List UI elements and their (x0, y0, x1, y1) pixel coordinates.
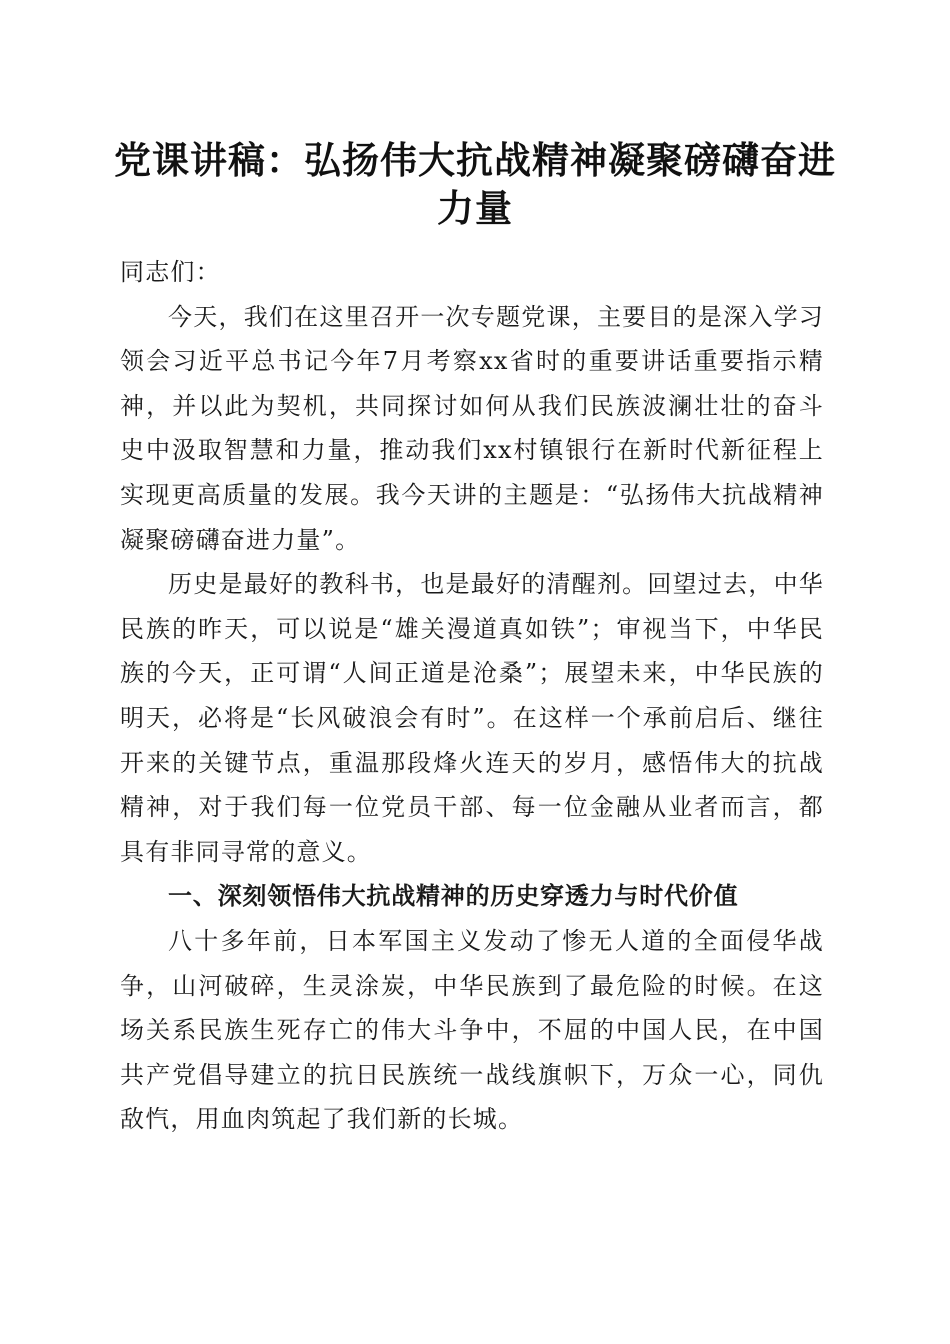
paragraph-history: 历史是最好的教科书，也是最好的清醒剂。回望过去，中华民族的昨天，可以说是“雄关漫道真如铁”；审视当下，中华民族的今天，正可谓“人间正道是沧桑”；展望未来，中华民族的明天，必将是“长风破浪会有时”。在这样一个承前启后、继往开来的关键节点，重温那段烽火连天的岁月，感悟伟大的抗战精神，对于我们每一位党员干部、每一位金融从业者而言，都具有非同寻常的意义。 (120, 570, 824, 866)
paragraph-section-one: 八十多年前，日本军国主义发动了惨无人道的全面侵华战争，山河破碎，生灵涂炭，中华民族到了最危险的时候。在这场关系民族生死存亡的伟大斗争中，不屈的中国人民，在中国共产党倡导建立的抗日民族统一战线旗帜下，万众一心，同仇敌忾，用血肉筑起了我们新的长城。 (120, 926, 824, 1134)
salutation: 同志们： (120, 258, 221, 286)
document-title: 党课讲稿：弘扬伟大抗战精神凝聚磅礴奋进力量 (114, 138, 836, 230)
section-heading: 一、深刻领悟伟大抗战精神的历史穿透力与时代价值 (168, 882, 739, 911)
document-body (120, 250, 824, 1142)
paragraph-intro: 今天，我们在这里召开一次专题党课，主要目的是深入学习领会习近平总书记今年7月考察xx省时的重要讲话重要指示精神，并以此为契机，共同探讨如何从我们民族波澜壮壮的奋斗史中汲取智慧和力量，推动我们xx村镇银行在新时代新征程上实现更高质量的发展。我今天讲的主题是：“弘扬伟大抗战精神凝聚磅礴奋进力量”。 (120, 302, 824, 554)
